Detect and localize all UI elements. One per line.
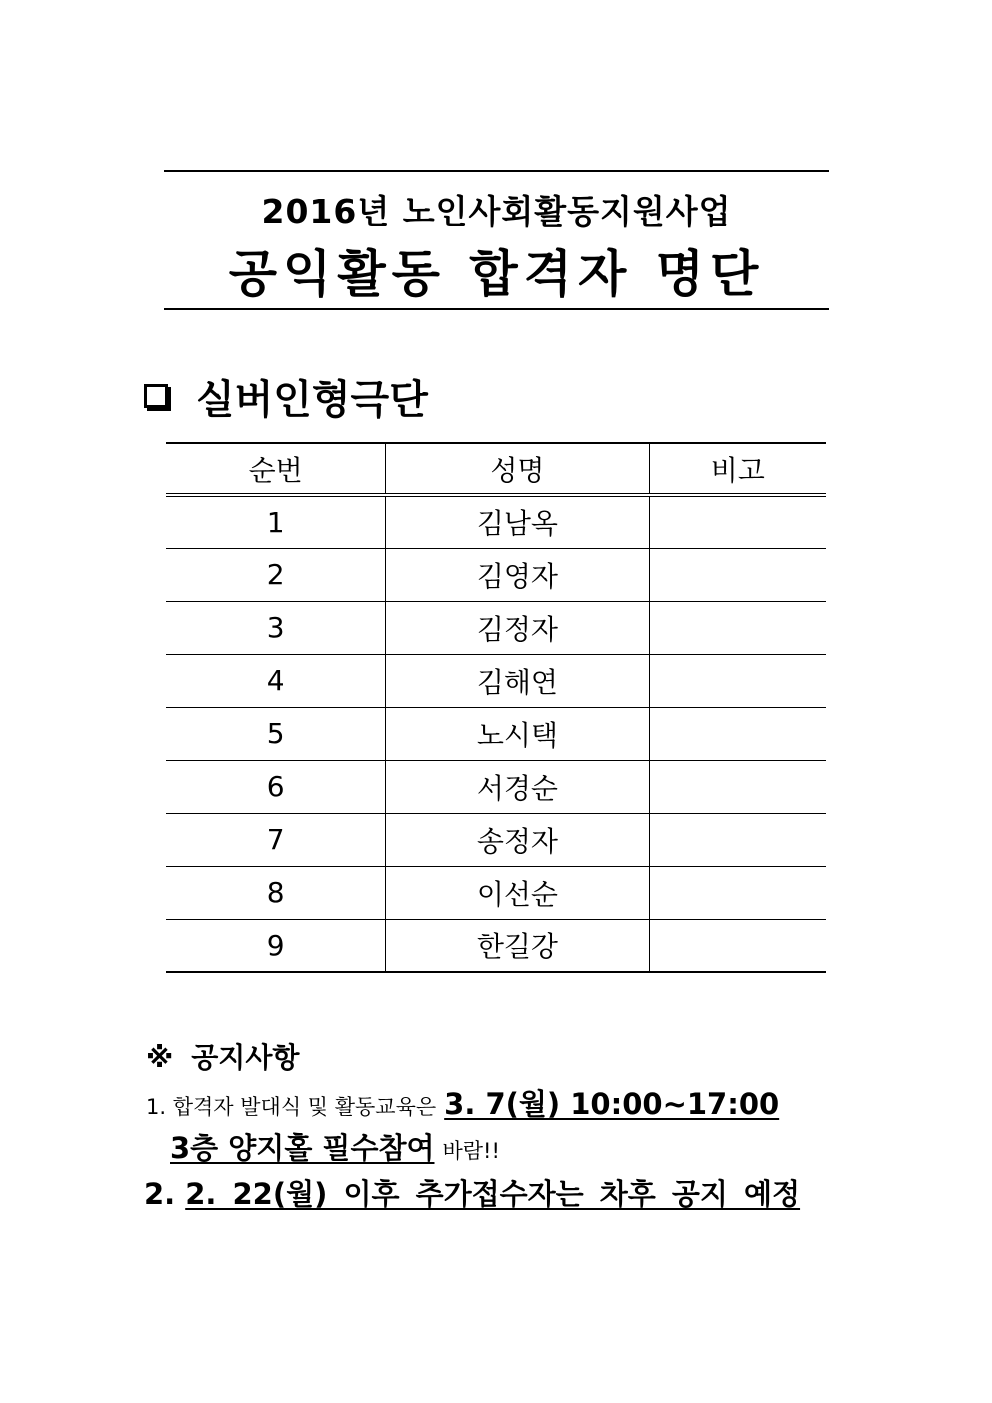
table-row	[166, 654, 826, 707]
row-name-cell: 김남옥	[386, 495, 649, 548]
row-name-cell: 이선순	[386, 866, 649, 919]
table-header-row	[166, 443, 826, 495]
row-number-cell: 3	[166, 601, 386, 654]
document-title: 공익활동 합격자 명단	[228, 245, 765, 303]
notice-item-1-text: 1. 합격자 발대식 및 활동교육은	[146, 1095, 437, 1119]
notice-item-1	[146, 1082, 779, 1123]
notice-item-2-text: 2. 22(월) 이후 추가접수자는 차후 공지 예정	[185, 1177, 801, 1211]
notice-item-1-continued	[170, 1126, 500, 1167]
table-row	[166, 548, 826, 601]
checkbox-icon	[144, 384, 168, 408]
row-number-cell: 5	[166, 707, 386, 760]
table-row	[166, 601, 826, 654]
row-note-cell	[649, 548, 826, 601]
row-name-cell: 김정자	[386, 601, 649, 654]
section-heading-text: 실버인형극단	[196, 376, 428, 423]
row-note-cell	[649, 760, 826, 813]
row-note-cell	[649, 654, 826, 707]
column-header-note: 비고	[649, 443, 826, 495]
notice-item-1-suffix: 바람!!	[442, 1139, 500, 1163]
row-number-cell: 4	[166, 654, 386, 707]
table-row	[166, 495, 826, 548]
notice-item-2	[144, 1172, 800, 1213]
column-header-name: 성명	[386, 443, 649, 495]
row-name-cell: 한길강	[386, 919, 649, 972]
notice-item-1-location: 3층 양지홀 필수참여	[170, 1131, 435, 1165]
reference-mark: ※	[146, 1041, 174, 1074]
roster-table	[166, 442, 826, 973]
row-note-cell	[649, 866, 826, 919]
column-header-number: 순번	[166, 443, 386, 495]
document-title-block	[164, 170, 829, 310]
row-number-cell: 1	[166, 495, 386, 548]
row-name-cell: 김영자	[386, 548, 649, 601]
table-row	[166, 760, 826, 813]
row-name-cell: 서경순	[386, 760, 649, 813]
row-note-cell	[649, 919, 826, 972]
notice-heading-text: 공지사항	[191, 1041, 300, 1074]
row-note-cell	[649, 601, 826, 654]
notice-heading	[146, 1036, 299, 1076]
row-number-cell: 2	[166, 548, 386, 601]
table-row	[166, 866, 826, 919]
section-heading	[144, 368, 428, 424]
row-note-cell	[649, 813, 826, 866]
table-row	[166, 919, 826, 972]
row-name-cell: 김해연	[386, 654, 649, 707]
row-number-cell: 8	[166, 866, 386, 919]
row-note-cell	[649, 495, 826, 548]
row-number-cell: 6	[166, 760, 386, 813]
table-row	[166, 707, 826, 760]
notice-item-2-number: 2.	[144, 1177, 176, 1211]
row-name-cell: 노시택	[386, 707, 649, 760]
notice-item-1-datetime: 3. 7(월) 10:00~17:00	[444, 1087, 780, 1121]
row-note-cell	[649, 707, 826, 760]
row-number-cell: 9	[166, 919, 386, 972]
row-name-cell: 송정자	[386, 813, 649, 866]
table-row	[166, 813, 826, 866]
document-subtitle: 2016년 노인사회활동지원사업	[261, 192, 732, 231]
row-number-cell: 7	[166, 813, 386, 866]
